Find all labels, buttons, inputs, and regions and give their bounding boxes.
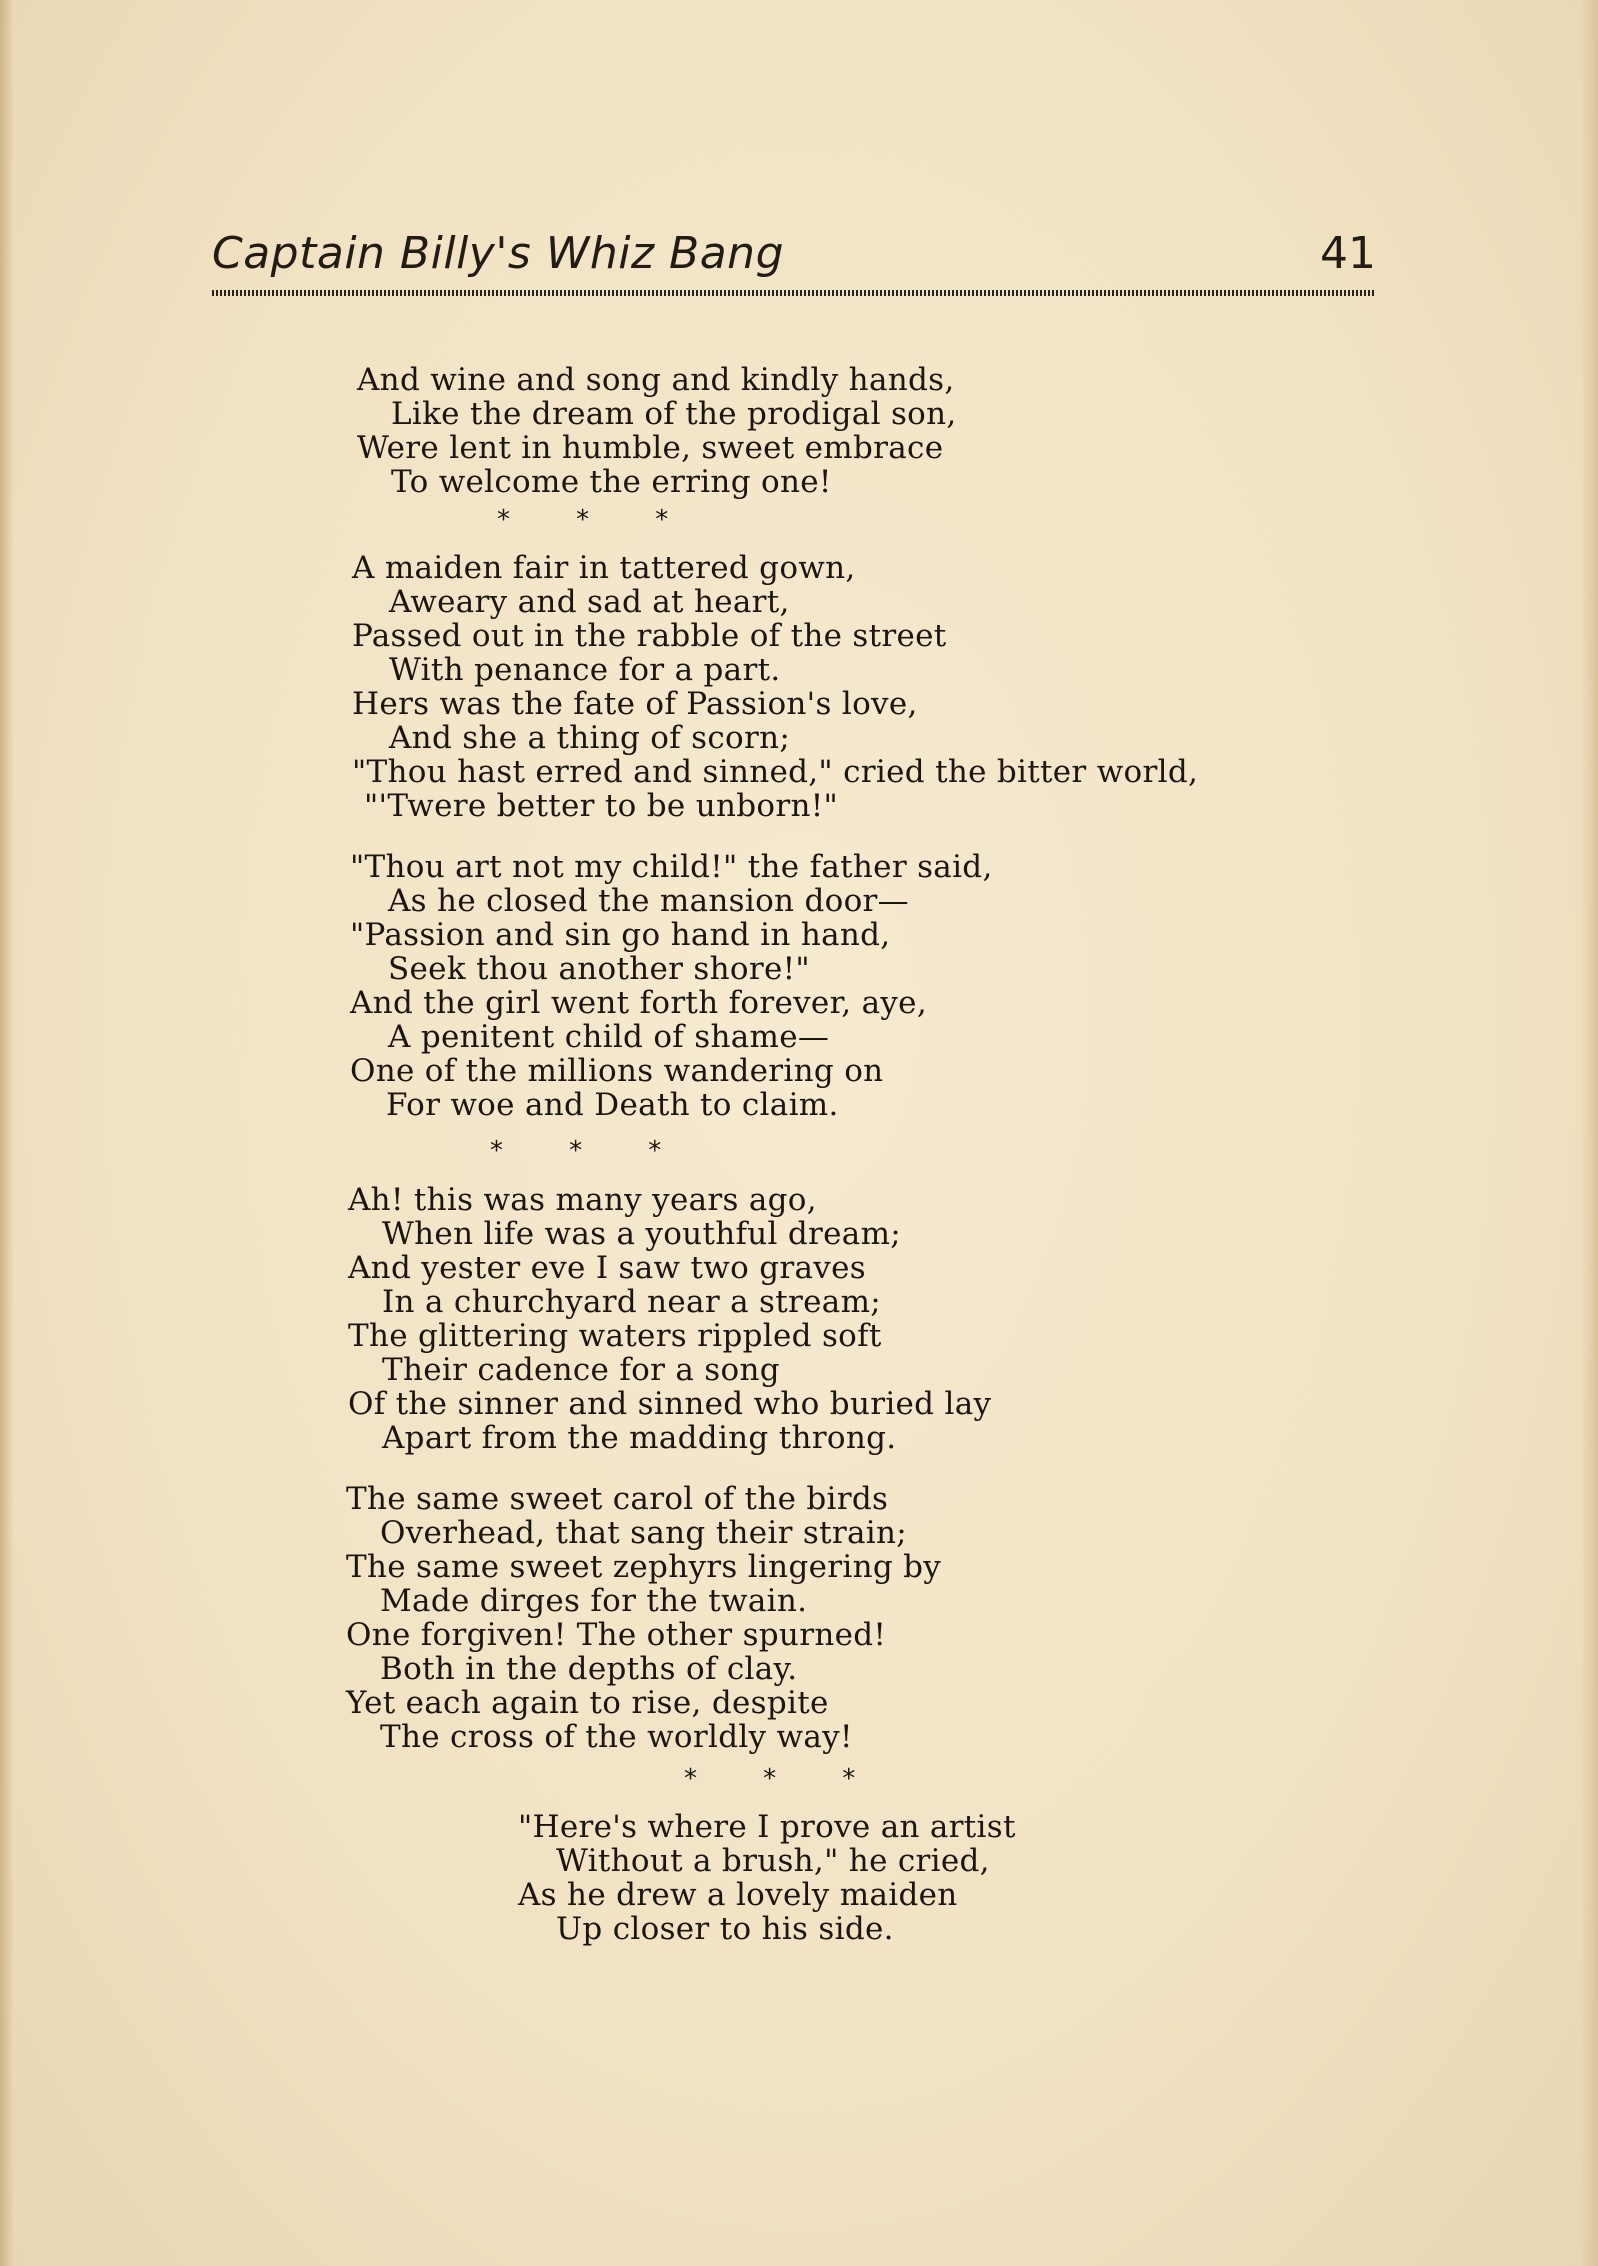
poem-line: The glittering waters rippled soft bbox=[348, 1318, 882, 1354]
page-number: 41 bbox=[1320, 228, 1376, 279]
page-edge-left bbox=[0, 0, 14, 2266]
poem-line: Hers was the fate of Passion's love, bbox=[352, 686, 918, 722]
poem-line: "Passion and sin go hand in hand, bbox=[350, 917, 891, 953]
poem-line: As he drew a lovely maiden bbox=[518, 1877, 958, 1913]
poem-line: In a churchyard near a stream; bbox=[382, 1284, 882, 1320]
poem-line: One of the millions wandering on bbox=[350, 1053, 884, 1089]
poem-line: Made dirges for the twain. bbox=[380, 1583, 808, 1619]
magazine-title: Captain Billy's Whiz Bang bbox=[212, 228, 784, 279]
poem-line: Yet each again to rise, despite bbox=[346, 1685, 829, 1721]
poem-line: Passed out in the rabble of the street bbox=[352, 618, 947, 654]
poem-line: Were lent in humble, sweet embrace bbox=[357, 430, 944, 466]
poem-line: Aweary and sad at heart, bbox=[389, 584, 790, 620]
poem-line: The same sweet carol of the birds bbox=[346, 1481, 889, 1517]
poem-line: "Here's where I prove an artist bbox=[518, 1809, 1016, 1845]
poem-line: Ah! this was many years ago, bbox=[348, 1182, 817, 1218]
section-separator: * * * bbox=[497, 505, 669, 535]
poem-line: One forgiven! The other spurned! bbox=[346, 1617, 887, 1653]
poem-line: Seek thou another shore!" bbox=[388, 951, 810, 987]
poem-line: "Thou hast erred and sinned," cried the bitter world, bbox=[352, 754, 1199, 790]
running-header bbox=[212, 228, 1376, 290]
poem-line: And the girl went forth forever, aye, bbox=[350, 985, 927, 1021]
poem-line: Up closer to his side. bbox=[556, 1911, 894, 1947]
poem-line: And wine and song and kindly hands, bbox=[357, 362, 955, 398]
poem-line: The same sweet zephyrs lingering by bbox=[346, 1549, 942, 1585]
poem-line: The cross of the worldly way! bbox=[380, 1719, 853, 1755]
poem-line: To welcome the erring one! bbox=[391, 464, 832, 500]
section-separator: * * * bbox=[684, 1764, 856, 1794]
poem-line: And she a thing of scorn; bbox=[389, 720, 791, 756]
header-rule bbox=[212, 290, 1376, 296]
poem-line: Overhead, that sang their strain; bbox=[380, 1515, 907, 1551]
poem-line: Their cadence for a song bbox=[382, 1352, 780, 1388]
poem-line: When life was a youthful dream; bbox=[382, 1216, 902, 1252]
poem-line: A maiden fair in tattered gown, bbox=[352, 550, 856, 586]
poem-line: "Thou art not my child!" the father said, bbox=[350, 849, 993, 885]
poem-line: Of the sinner and sinned who buried lay bbox=[348, 1386, 992, 1422]
poem-line: A penitent child of shame— bbox=[388, 1019, 830, 1055]
poem-line: Without a brush," he cried, bbox=[556, 1843, 990, 1879]
poem-line: Both in the depths of clay. bbox=[380, 1651, 798, 1687]
poem-line: Apart from the madding throng. bbox=[382, 1420, 897, 1456]
page-edge-right bbox=[1580, 0, 1598, 2266]
poem-line: And yester eve I saw two graves bbox=[348, 1250, 866, 1286]
poem-line: Like the dream of the prodigal son, bbox=[391, 396, 957, 432]
poem-line: For woe and Death to claim. bbox=[386, 1087, 839, 1123]
poem-line: As he closed the mansion door— bbox=[388, 883, 909, 919]
poem-line: With penance for a part. bbox=[389, 652, 781, 688]
section-separator: * * * bbox=[490, 1136, 662, 1166]
poem-line: "'Twere better to be unborn!" bbox=[364, 788, 839, 824]
